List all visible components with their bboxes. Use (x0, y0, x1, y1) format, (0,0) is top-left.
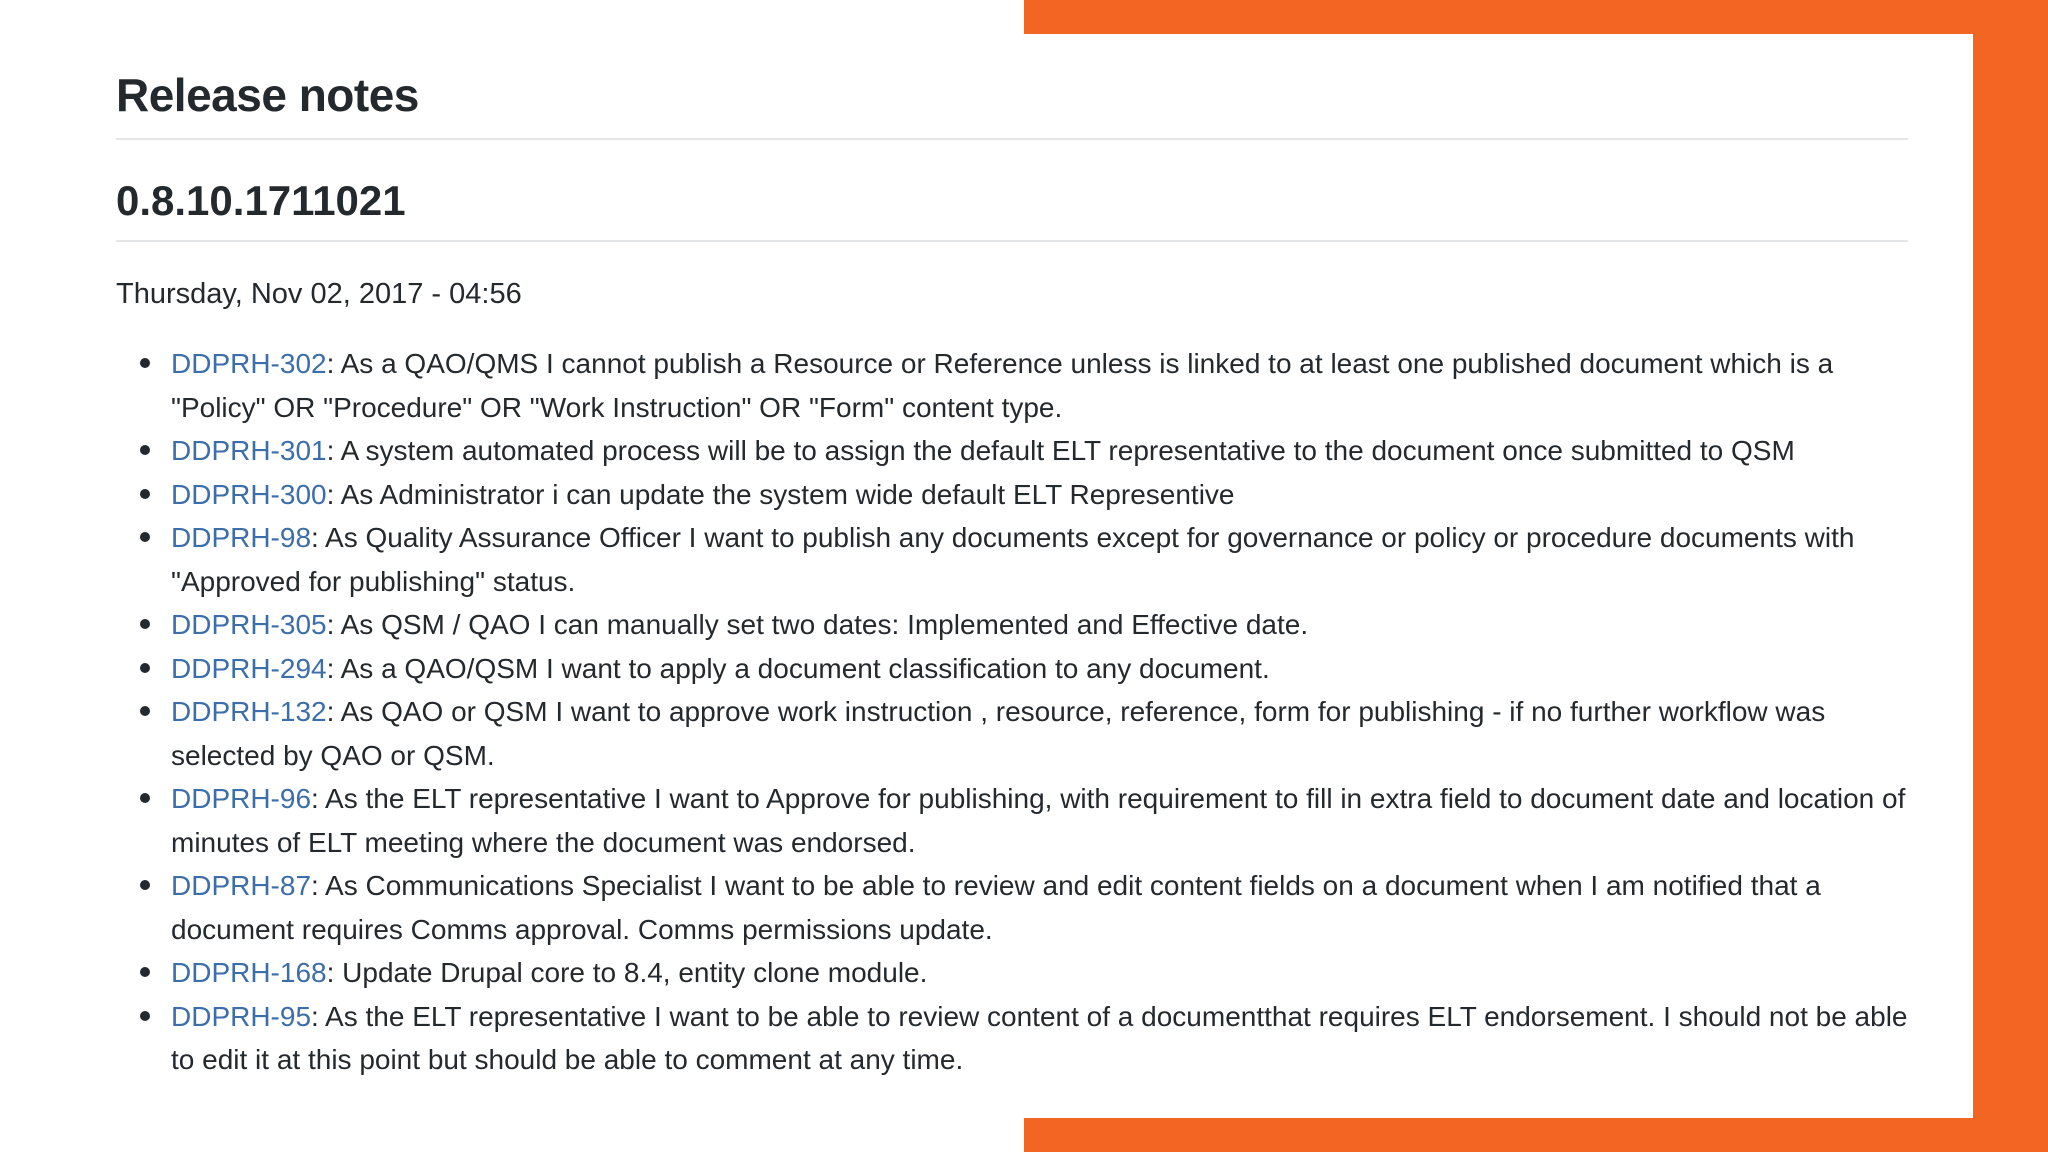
note-text: : Update Drupal core to 8.4, entity clone module. (326, 957, 928, 988)
note-text: : As Quality Assurance Officer I want to publish any documents except for governance or policy or procedure documents with "Approved for publishing" status. (171, 522, 1855, 597)
ticket-link[interactable]: DDPRH-305 (171, 609, 327, 640)
list-item (116, 429, 1908, 473)
list-item (116, 342, 1908, 429)
bullet-icon (140, 489, 150, 499)
note-text: : As QSM / QAO I can manually set two dates: Implemented and Effective date. (326, 609, 1309, 640)
version-heading: 0.8.10.1711021 (116, 174, 1908, 242)
note-text: : As a QAO/QMS I cannot publish a Resource or Reference unless is linked to at least one published document which is a "Policy" OR "Procedure" OR "Work Instruction" OR "Form" content type. (171, 348, 1834, 423)
ticket-link[interactable]: DDPRH-87 (171, 870, 312, 901)
note-text: : A system automated process will be to assign the default ELT representative to the document once submitted to QSM (326, 435, 1795, 466)
ticket-link[interactable]: DDPRH-96 (171, 783, 312, 814)
bullet-icon (140, 663, 150, 673)
list-item (116, 777, 1908, 864)
list-item (116, 473, 1908, 517)
list-item (116, 995, 1908, 1082)
list-item (116, 516, 1908, 603)
release-date: Thursday, Nov 02, 2017 - 04:56 (116, 278, 522, 310)
bullet-icon (140, 532, 150, 542)
bullet-icon (140, 358, 150, 368)
list-item (116, 864, 1908, 951)
list-item (116, 603, 1908, 647)
note-text: : As QAO or QSM I want to approve work instruction , resource, reference, form for publishing - if no further workflow was selected by QAO or QSM. (171, 696, 1826, 771)
note-text: : As the ELT representative I want to be able to review content of a documentthat requires ELT endorsement. I should not be able to edit it at this point but should be able to comment at any time. (171, 1000, 1908, 1075)
note-text: : As Administrator i can update the system wide default ELT Representive (326, 478, 1235, 510)
note-text: : As the ELT representative I want to Approve for publishing, with requirement to fill in extra field to document date and location of minutes of ELT meeting where the document was endorsed. (171, 783, 1906, 858)
bullet-icon (140, 967, 150, 977)
bullet-icon (140, 793, 150, 803)
list-item (116, 647, 1908, 691)
bullet-icon (140, 706, 150, 716)
ticket-link[interactable]: DDPRH-300 (171, 478, 327, 510)
note-text: : As Communications Specialist I want to be able to review and edit content fields on a document when I am notified that a document requires Comms approval. Comms permissions update. (171, 870, 1821, 945)
list-item (116, 951, 1908, 995)
release-notes-list (116, 342, 1908, 1082)
bullet-icon (140, 619, 150, 629)
ticket-link[interactable]: DDPRH-301 (171, 435, 327, 466)
ticket-link[interactable]: DDPRH-132 (171, 696, 327, 727)
bullet-icon (140, 880, 150, 890)
ticket-link[interactable]: DDPRH-302 (171, 348, 327, 379)
release-notes-content (116, 66, 1908, 1082)
note-text: : As a QAO/QSM I want to apply a document classification to any document. (326, 652, 1270, 684)
ticket-link[interactable]: DDPRH-168 (171, 957, 327, 988)
bullet-icon (140, 1011, 150, 1021)
ticket-link[interactable]: DDPRH-98 (171, 522, 312, 553)
ticket-link[interactable]: DDPRH-294 (171, 652, 327, 684)
page-title: Release notes (116, 66, 1908, 140)
list-item (116, 690, 1908, 777)
ticket-link[interactable]: DDPRH-95 (171, 1000, 312, 1032)
bullet-icon (140, 445, 150, 455)
